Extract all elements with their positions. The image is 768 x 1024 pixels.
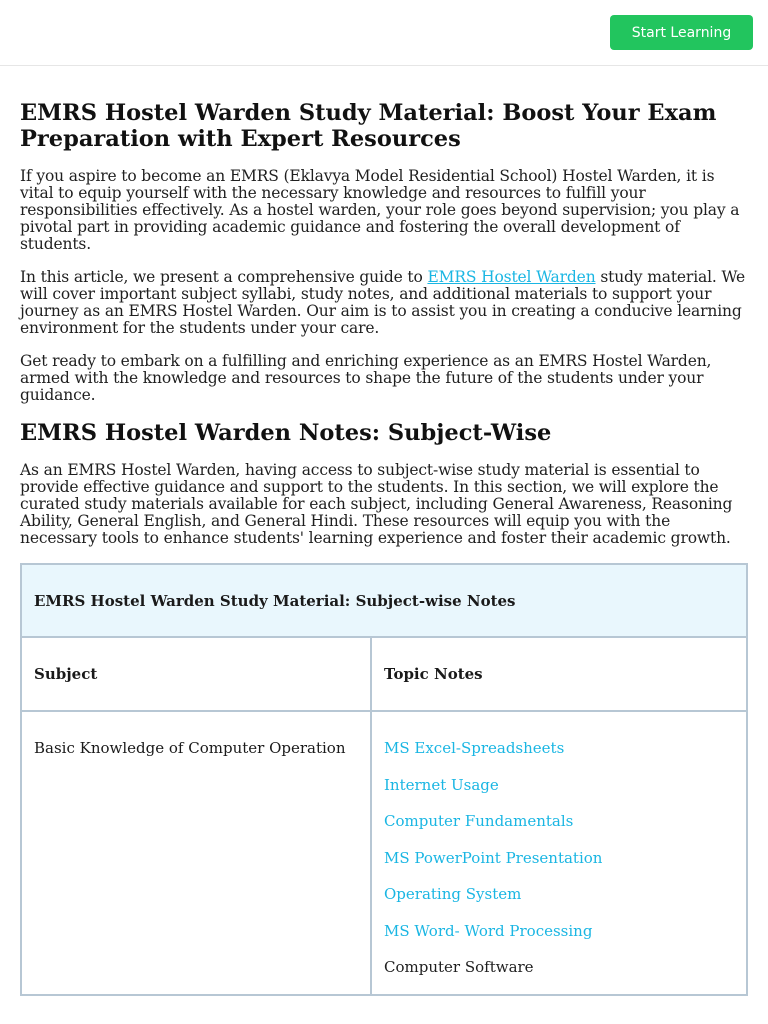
intro-paragraph-2	[20, 269, 748, 337]
section-paragraph: As an EMRS Hostel Warden, having access to subject-wise study material is essential to provide effective guidance and support to the students. In this section, we will explore the curated study materials available for each subject, including General Awareness, Reasoning Ability, General English, and General Hindi. These resources will equip you with the necessary tools to enhance students' learning experience and foster their academic growth.	[20, 461, 733, 547]
topic-link[interactable]: MS PowerPoint Presentation	[384, 848, 603, 867]
intro-paragraph-1: If you aspire to become an EMRS (Eklavya Model Residential School) Hostel Warden, it is vital to equip yourself with the necessary knowledge and resources to fulfill your responsibilities effectively. As a hostel warden, your role goes beyond supervision; you play a pivotal part in providing academic guidance and fostering the overall development of students.	[20, 167, 740, 253]
intro-p2-text-before: In this article, we present a comprehensive guide to	[20, 268, 428, 286]
table-header-topics: Topic Notes	[371, 637, 747, 711]
topic-link[interactable]: Computer Fundamentals	[384, 812, 574, 830]
section-heading: EMRS Hostel Warden Notes: Subject-Wise	[20, 420, 552, 446]
intro-p2-text-after: study material. We will cover important subject syllabi, study notes, and additional materials to support your journey as an EMRS Hostel Warden. Our aim is to assist you in creating a conducive learning environment for the students under your care.	[20, 268, 745, 337]
topic-link[interactable]: MS Excel-Spreadsheets	[384, 739, 565, 757]
top-bar	[0, 0, 768, 66]
page-title: EMRS Hostel Warden Study Material: Boost Your Exam Preparation with Expert Resources	[20, 100, 717, 152]
topics-cell	[371, 711, 747, 995]
topic-text: Computer Software	[384, 958, 534, 976]
emrs-hostel-warden-link[interactable]: EMRS Hostel Warden	[427, 268, 596, 286]
topic-link[interactable]: Internet Usage	[384, 775, 499, 794]
subject-cell: Basic Knowledge of Computer Operation	[21, 711, 371, 995]
start-learning-button[interactable]: Start Learning	[610, 15, 753, 50]
intro-paragraph-3: Get ready to embark on a fulfilling and enriching experience as an EMRS Hostel Warden, armed with the knowledge and resources to shape the future of the students under your guidance.	[20, 352, 712, 404]
topic-link[interactable]: Operating System	[384, 885, 522, 903]
study-material-table	[20, 563, 748, 996]
article-content	[20, 100, 748, 996]
topic-link[interactable]: MS Word- Word Processing	[384, 921, 593, 940]
table-row	[21, 711, 747, 995]
table-header-subject: Subject	[21, 637, 371, 711]
table-title: EMRS Hostel Warden Study Material: Subject-wise Notes	[21, 564, 747, 637]
